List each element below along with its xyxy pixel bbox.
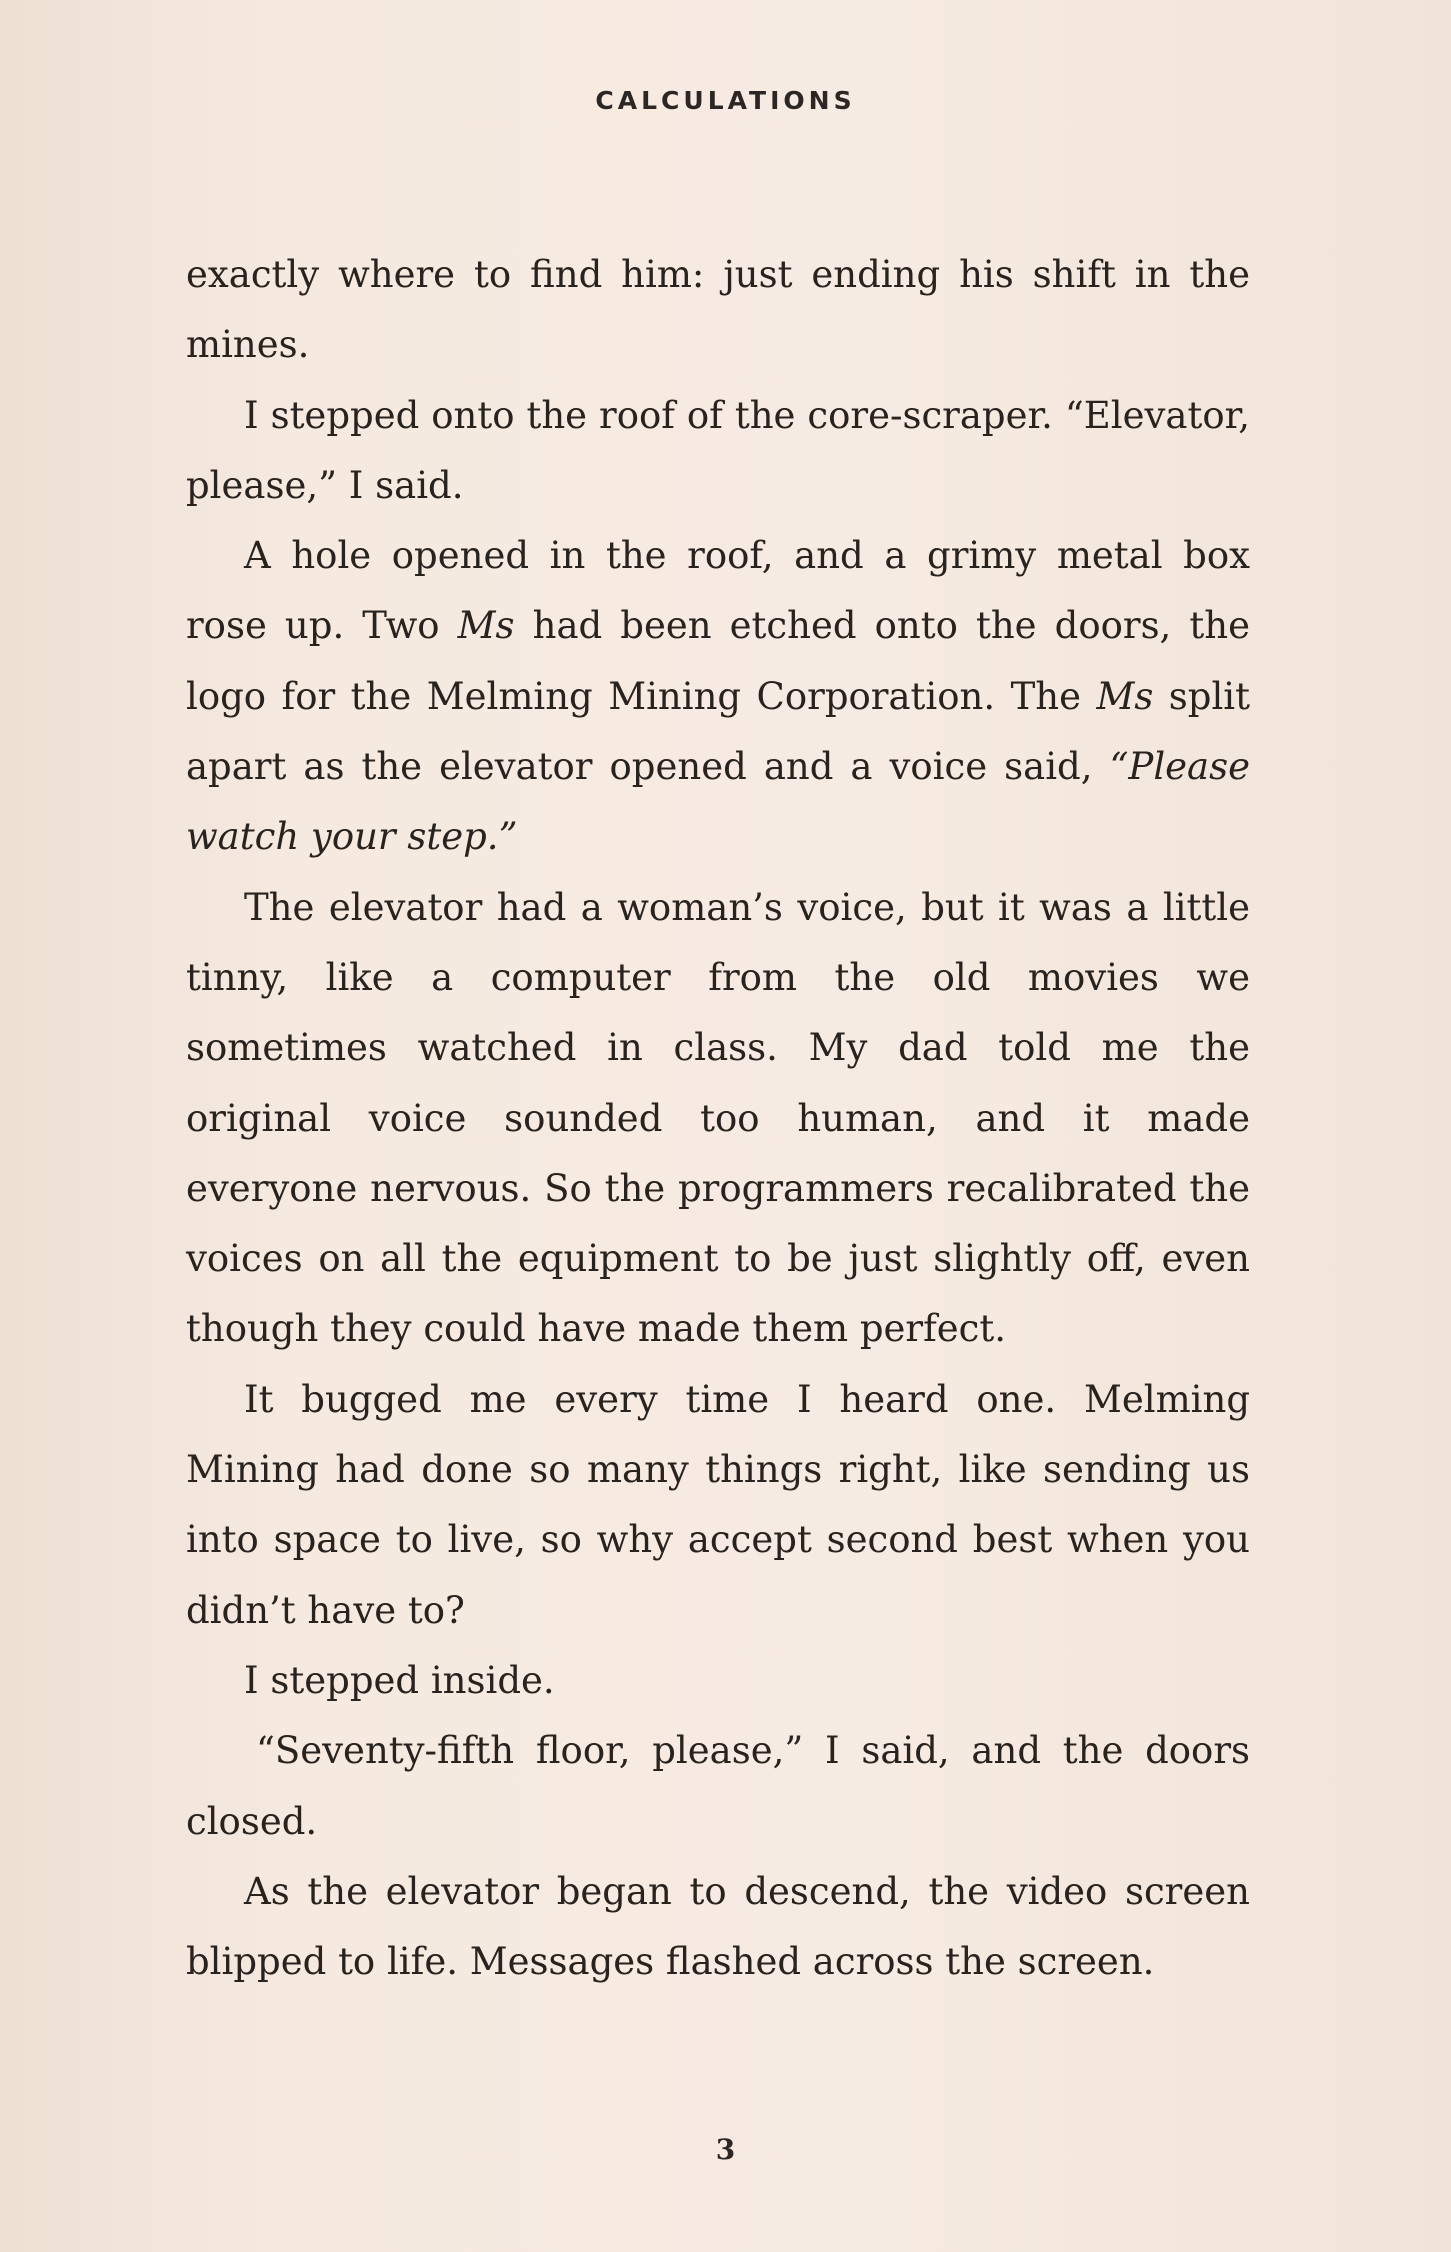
- paragraph-3-part-1: A hole opened in the roof, and a grimy metal box rose up. Two: [186, 534, 1250, 648]
- paragraph-3-emphasis-2: Ms: [1096, 674, 1154, 718]
- paragraph-8: As the elevator began to descend, the video screen blipped to life. Messages flashed across the screen.: [186, 1869, 1250, 1984]
- paragraph-1: exactly where to find him: just ending his shift in the mines.: [186, 253, 1250, 367]
- running-head: CALCULATIONS: [595, 86, 856, 115]
- page-number: 3: [715, 2133, 736, 2166]
- paragraph-6: I stepped inside.: [244, 1658, 555, 1702]
- paragraph-3-part-3: split apart as the elevator opened and a voice said,: [186, 674, 1250, 789]
- paragraph-7: “Seventy-fifth floor, please,” I said, and the doors closed.: [186, 1729, 1250, 1843]
- paragraph-3-emphasis-1: Ms: [457, 604, 515, 648]
- paragraph-3-emphasis-3: “Please watch your step.”: [186, 745, 1250, 859]
- body-text: [186, 240, 1250, 1997]
- paragraph-4: The elevator had a woman’s voice, but it was a little tinny, like a computer from the old movies we sometimes watched in class. My dad told me the original voice sounded too human, and it made everyone nervous. So the programmers recalibrated the voices on all the equipment to be just slightly off, even though they could have made them perfect.: [186, 885, 1250, 1351]
- paragraph-3: [186, 521, 1250, 872]
- paragraph-5: It bugged me every time I heard one. Melming Mining had done so many things right, like sending us into space to live, so why accept second best when you didn’t have to?: [186, 1377, 1250, 1632]
- paragraph-3-part-2: had been etched onto the doors, the logo for the Melming Mining Corporation. The: [186, 604, 1250, 718]
- paragraph-2: I stepped onto the roof of the core-scraper. “Elevator, please,” I said.: [186, 393, 1250, 507]
